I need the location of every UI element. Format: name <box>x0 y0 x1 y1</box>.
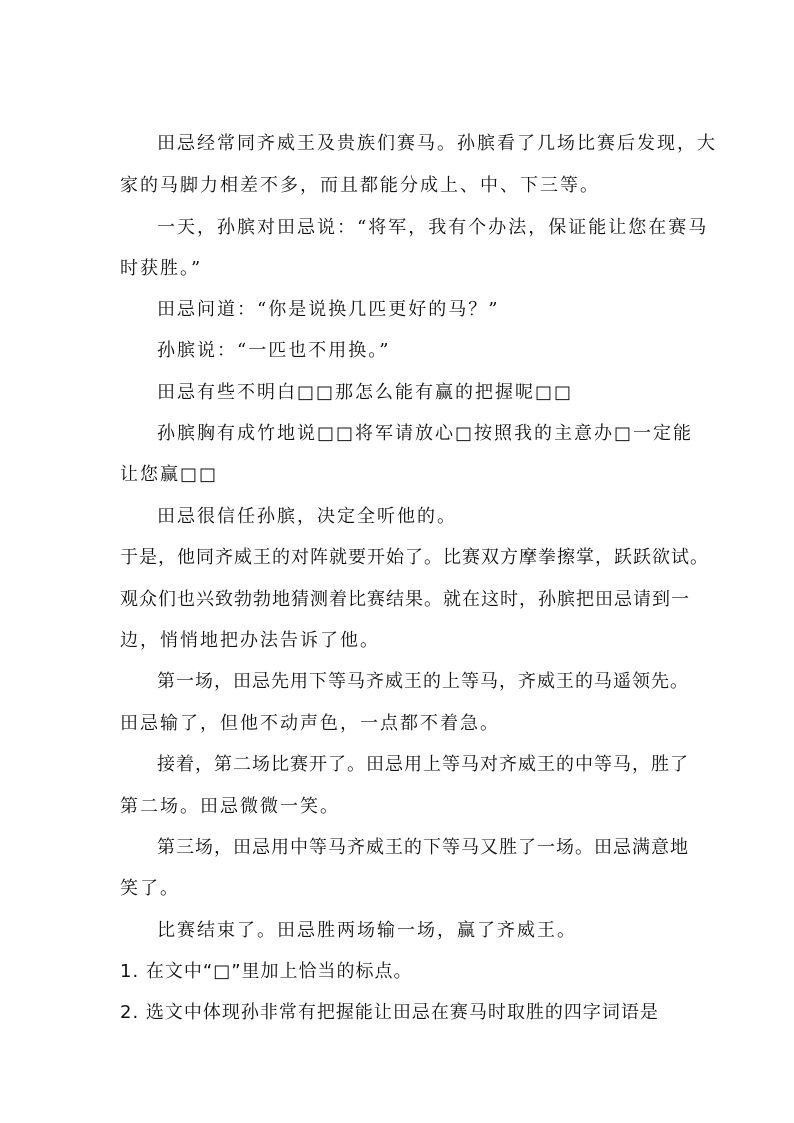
passage-line: 第二场。田忌微微一笑。 <box>120 796 340 817</box>
passage-line: 比赛结束了。田忌胜两场输一场，赢了齐威王。 <box>157 920 577 941</box>
passage-line: 边，悄悄地把办法告诉了他。 <box>120 630 380 651</box>
passage-line: 田忌输了，但他不动声色，一点都不着急。 <box>120 713 500 734</box>
passage-line: 让您赢□□ <box>120 464 219 485</box>
passage-line: 笑了。 <box>120 878 180 899</box>
passage-line: 观众们也兴致勃勃地猜测着比赛结果。就在这时，孙膑把田忌请到一 <box>120 589 690 610</box>
passage-line: 接着，第二场比赛开了。田忌用上等马对齐威王的中等马，胜了 <box>157 754 689 775</box>
question-1: 1. 在文中“□”里加上恰当的标点。 <box>120 961 413 982</box>
passage-line: 田忌问道：“你是说换几匹更好的马？” <box>157 299 500 320</box>
passage-line: 时获胜。” <box>120 258 203 279</box>
passage-line: 孙膑说：“一匹也不用换。” <box>157 340 391 361</box>
passage-line: 一天，孙膑对田忌说：“将军，我有个办法，保证能让您在赛马 <box>157 217 709 238</box>
passage-line: 家的马脚力相差不多，而且都能分成上、中、下三等。 <box>120 175 600 196</box>
passage-line: 于是，他同齐威王的对阵就要开始了。比赛双方摩拳擦掌，跃跃欲试。 <box>120 547 709 568</box>
question-2: 2. 选文中体现孙非常有把握能让田忌在赛马时取胜的四字词语是 <box>120 1002 659 1023</box>
passage-line: 第三场，田忌用中等马齐威王的下等马又胜了一场。田忌满意地 <box>157 837 689 858</box>
passage-line: 田忌很信任孙膑，决定全听他的。 <box>157 506 457 527</box>
passage-line: 孙膑胸有成竹地说□□将军请放心□按照我的主意办□一定能 <box>157 423 694 444</box>
passage-line: 第一场，田忌先用下等马齐威王的上等马，齐威王的马遥领先。 <box>157 671 689 692</box>
passage-line: 田忌有些不明白□□那怎么能有赢的把握呢□□ <box>157 382 574 403</box>
passage-line: 田忌经常同齐威王及贵族们赛马。孙膑看了几场比赛后发现，大 <box>157 133 717 154</box>
